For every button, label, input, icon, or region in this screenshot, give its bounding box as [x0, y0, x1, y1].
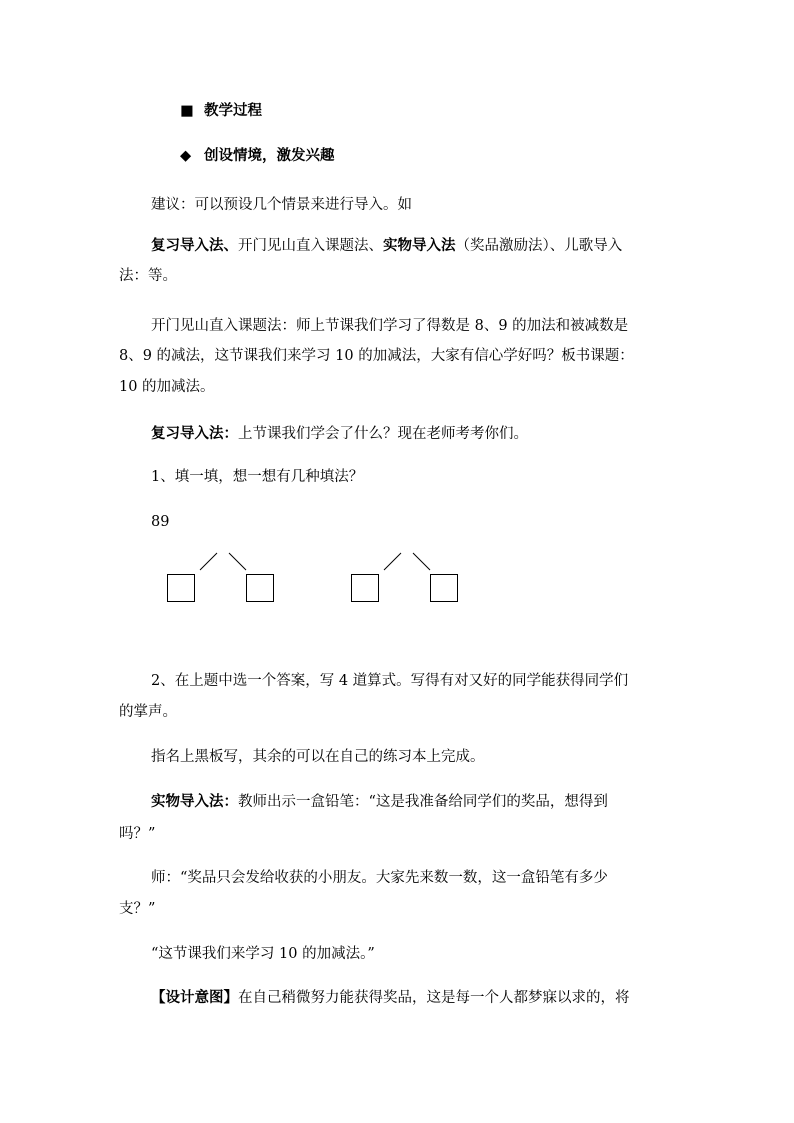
connector-line: [384, 553, 401, 570]
quote-paragraph: “这节课我们来学习 10 的加减法。”: [151, 946, 375, 962]
connector-line: [413, 553, 430, 570]
fill-box: [167, 574, 195, 602]
fill-box: [430, 574, 458, 602]
board-paragraph: 指名上黑板写，其余的可以在自己的练习本上完成。: [151, 749, 485, 765]
methods-rest: （奖品激励法）、儿歌导入: [455, 238, 623, 254]
teacher-line2: 支？”: [119, 901, 156, 917]
design-intent-paragraph: [151, 988, 630, 1008]
fill-box: [351, 574, 379, 602]
direct-method-line2: 8、9 的减法，这节课我们来学习 10 的加减法，大家有信心学好吗？板书课题：: [119, 348, 634, 364]
connector-line: [229, 553, 246, 570]
diamond-bullet-icon: ◆: [180, 147, 192, 164]
task-1: 1、填一填，想一想有几种填法？: [151, 469, 364, 485]
separator: 、: [223, 237, 238, 254]
scenario-title: 创设情境，激发兴趣: [204, 147, 335, 164]
object-label: 实物导入法：: [151, 793, 238, 810]
object-method-label: 实物导入法: [383, 237, 456, 254]
suggestion-paragraph: 建议：可以预设几个情景来进行导入。如: [151, 197, 412, 213]
task-2-line2: 的掌声。: [119, 704, 177, 720]
process-title: 教学过程: [204, 102, 262, 119]
review-text: 上节课我们学会了什么？现在老师考考你们。: [238, 426, 528, 442]
review-label: 复习导入法：: [151, 425, 238, 442]
object-method-line2: 吗？”: [119, 826, 156, 842]
design-text: 在自己稍微努力能获得奖品，这是每一个人都梦寐以求的，将: [238, 990, 630, 1006]
object-text: 教师出示一盒铅笔：“这是我准备给同学们的奖品，想得到: [238, 794, 608, 810]
fill-box: [246, 574, 274, 602]
methods-paragraph-line2: 法：等。: [119, 268, 177, 284]
task-2-line1: 2、在上题中选一个答案，写 4 道算式。写得有对又好的同学能获得同学们: [151, 673, 629, 689]
numbers-label: 89: [151, 514, 170, 530]
teacher-line1: 师：“奖品只会发给收获的小朋友。大家先来数一数，这一盒铅笔有多少: [151, 870, 608, 886]
design-label: 【设计意图】: [151, 989, 238, 1006]
connector-line: [200, 553, 217, 570]
direct-method-line3: 10 的加减法。: [119, 379, 215, 395]
square-bullet-icon: ■: [180, 102, 194, 119]
direct-method-line1: 开门见山直入课题法：师上节课我们学习了得数是 8、9 的加法和被减数是: [151, 318, 629, 334]
review-method-label: 复习导入法: [151, 237, 224, 254]
object-method-line1: [151, 792, 608, 812]
direct-method-label: 开门见山直入课题法、: [238, 238, 383, 254]
